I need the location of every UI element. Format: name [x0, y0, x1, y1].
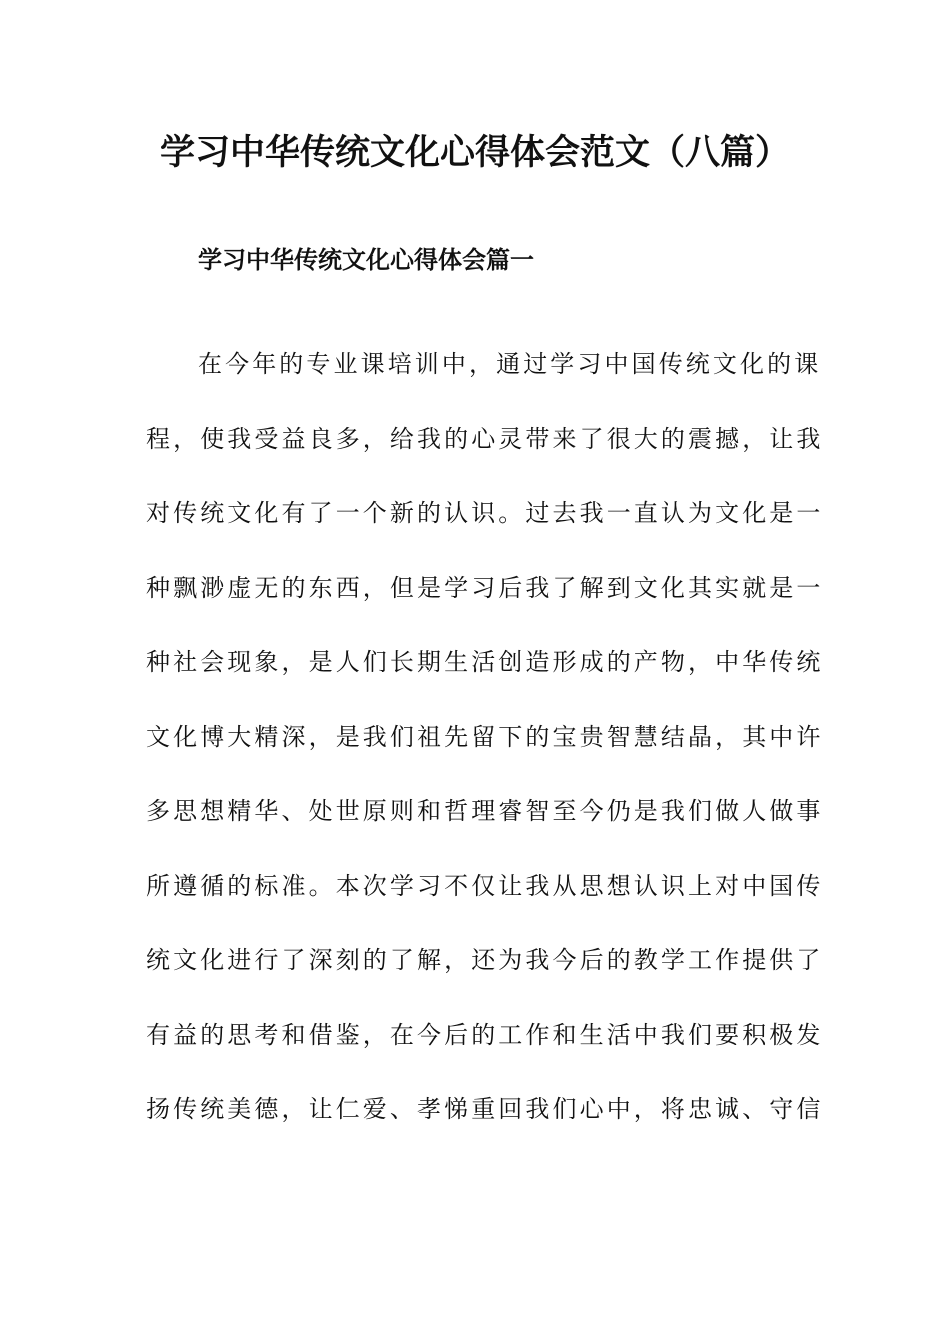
body-line: 文化博大精深，是我们祖先留下的宝贵智慧结晶，其中许 — [146, 722, 824, 751]
body-paragraph — [146, 341, 824, 1161]
body-line: 在今年的专业课培训中，通过学习中国传统文化的课 — [198, 350, 822, 378]
body-line: 有益的思考和借鉴，在今后的工作和生活中我们要积极发 — [146, 1020, 824, 1049]
body-line: 对传统文化有了一个新的认识。过去我一直认为文化是一 — [146, 499, 824, 527]
body-line: 统文化进行了深刻的了解，还为我今后的教学工作提供了 — [146, 946, 824, 974]
body-line: 扬传统美德，让仁爱、孝悌重回我们心中，将忠诚、守信 — [146, 1095, 824, 1123]
body-line: 种社会现象，是人们长期生活创造形成的产物，中华传统 — [146, 648, 824, 676]
body-line: 多思想精华、处世原则和哲理睿智至今仍是我们做人做事 — [146, 797, 824, 825]
section-heading: 学习中华传统文化心得体会篇一 — [198, 246, 534, 274]
body-line: 程，使我受益良多，给我的心灵带来了很大的震撼，让我 — [146, 424, 824, 453]
document-title: 学习中华传统文化心得体会范文（八篇） — [159, 133, 790, 173]
body-line: 所遵循的标准。本次学习不仅让我从思想认识上对中国传 — [146, 871, 824, 900]
body-line: 种飘渺虚无的东西，但是学习后我了解到文化其实就是一 — [146, 573, 824, 602]
